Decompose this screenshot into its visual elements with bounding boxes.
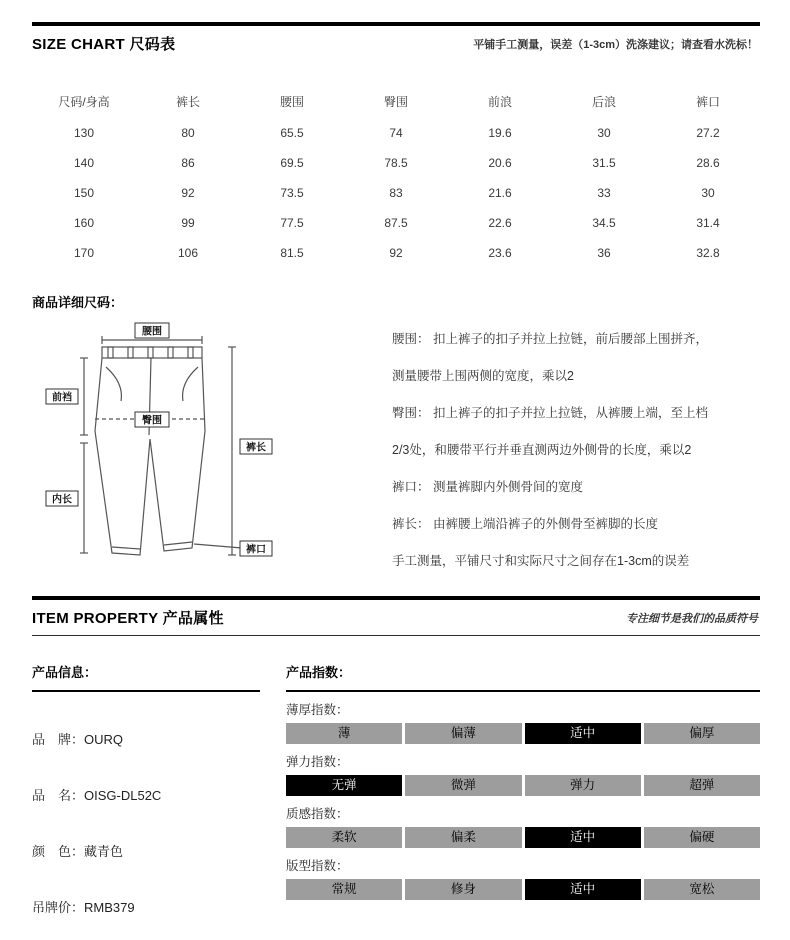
index-group-label: 薄厚指数： [286, 703, 349, 717]
product-info-field [32, 785, 260, 804]
field-label: 颜 色： [32, 844, 85, 859]
index-group-label: 弹力指数： [286, 755, 349, 769]
table-cell: 170 [73, 246, 95, 260]
pants-diagram-wrap [32, 319, 332, 582]
table-cell: 30 [701, 186, 715, 200]
diagram-label-hem: 裤口 [246, 544, 266, 556]
item-property-title [32, 607, 224, 628]
table-cell: 32.8 [696, 246, 720, 260]
item-property-section [32, 596, 760, 916]
size-chart-note: 平铺手工测量，误差（1-3cm）洗涤建议；请查看水洗标！ [473, 38, 758, 51]
table-cell: 160 [73, 216, 95, 230]
index-options-row [286, 775, 760, 796]
product-info-heading: 产品信息： [32, 662, 260, 692]
table-cell: 74 [389, 126, 403, 140]
table-cell: 31.5 [592, 156, 616, 170]
table-cell: 92 [389, 246, 403, 260]
item-property-title-en: ITEM PROPERTY [32, 610, 159, 627]
property-columns [32, 662, 760, 916]
table-cell: 36 [597, 246, 611, 260]
index-options-row [286, 827, 760, 848]
size-column-header: 后浪 [591, 95, 616, 109]
table-cell: 87.5 [384, 216, 408, 230]
product-info-field [32, 841, 260, 860]
field-label: 吊牌价： [32, 900, 85, 915]
size-table-body [32, 118, 760, 268]
table-cell: 81.5 [280, 246, 304, 260]
table-cell: 30 [597, 126, 611, 140]
detail-size-heading: 商品详细尺码： [32, 295, 124, 310]
table-row [32, 208, 760, 238]
measure-note-line: 裤口： 测量裤脚内外侧骨间的宽度 [392, 480, 583, 494]
table-cell: 99 [181, 216, 195, 230]
size-chart-title [32, 33, 175, 54]
size-chart-title-en: SIZE CHART [32, 36, 125, 53]
index-option: 弹力 [525, 775, 641, 796]
table-cell: 73.5 [280, 186, 304, 200]
detail-size-section [32, 319, 760, 582]
table-cell: 65.5 [280, 126, 304, 140]
field-label: 品 牌： [32, 732, 85, 747]
table-cell: 34.5 [592, 216, 616, 230]
table-cell: 69.5 [280, 156, 304, 170]
table-cell: 80 [181, 126, 195, 140]
table-cell: 28.6 [696, 156, 720, 170]
index-group-label: 版型指数： [286, 859, 349, 873]
table-cell: 83 [389, 186, 403, 200]
measure-note-line: 测量腰带上围两侧的宽度，乘以2 [392, 369, 574, 383]
index-option: 偏薄 [405, 723, 521, 744]
index-group [286, 752, 760, 796]
index-group [286, 856, 760, 900]
index-option: 微弹 [405, 775, 521, 796]
index-group [286, 804, 760, 848]
diagram-label-hip: 臀围 [142, 415, 162, 427]
table-cell: 140 [73, 156, 95, 170]
size-chart-title-cn: 尺码表 [129, 36, 176, 53]
index-option: 偏硬 [644, 827, 760, 848]
table-cell: 130 [73, 126, 95, 140]
size-table-head-row [32, 85, 760, 118]
index-option: 修身 [405, 879, 521, 900]
item-property-header [32, 596, 760, 636]
item-property-title-cn: 产品属性 [162, 610, 224, 627]
size-column-header: 腰围 [279, 95, 304, 109]
field-value: OISG-DL52C [84, 788, 162, 803]
index-option-selected: 适中 [525, 723, 641, 744]
table-cell: 77.5 [280, 216, 304, 230]
diagram-label-inseam: 内长 [52, 494, 72, 506]
index-options-row [286, 723, 760, 744]
measure-note-line: 腰围： 扣上裤子的扣子并拉上拉链，前后腰部上围拼齐， [392, 332, 708, 346]
index-group [286, 700, 760, 744]
field-value: OURQ [84, 732, 124, 747]
measure-notes [332, 319, 760, 582]
size-column-header: 裤口 [695, 95, 720, 109]
product-index-groups [286, 700, 760, 900]
table-cell: 19.6 [488, 126, 512, 140]
size-table [32, 85, 760, 268]
table-cell: 33 [597, 186, 611, 200]
index-group-label: 质感指数： [286, 807, 349, 821]
size-column-header: 尺码/身高 [58, 95, 110, 109]
diagram-label-pant-length: 裤长 [246, 442, 266, 454]
product-info-fields [32, 729, 260, 916]
index-options-row [286, 879, 760, 900]
size-table-head [32, 85, 760, 118]
size-chart-header [32, 22, 760, 61]
table-cell: 31.4 [696, 216, 720, 230]
index-option: 宽松 [644, 879, 760, 900]
table-row [32, 238, 760, 268]
product-info-field [32, 729, 260, 748]
diagram-label-front-rise: 前裆 [52, 392, 72, 404]
index-option: 柔软 [286, 827, 402, 848]
index-option-selected: 适中 [525, 879, 641, 900]
table-cell: 20.6 [488, 156, 512, 170]
table-cell: 23.6 [488, 246, 512, 260]
table-row [32, 178, 760, 208]
index-option-selected: 无弹 [286, 775, 402, 796]
product-info-column [32, 662, 260, 916]
size-column-header: 前浪 [487, 95, 512, 109]
product-info-field [32, 897, 260, 916]
table-cell: 22.6 [488, 216, 512, 230]
table-cell: 86 [181, 156, 195, 170]
table-row [32, 118, 760, 148]
field-label: 品 名： [32, 788, 85, 803]
table-cell: 78.5 [384, 156, 408, 170]
table-cell: 92 [181, 186, 195, 200]
measure-note-line: 裤长： 由裤腰上端沿裤子的外侧骨至裤脚的长度 [392, 517, 658, 531]
item-property-note: 专注细节是我们的品质符号 [626, 612, 758, 625]
pants-diagram [32, 321, 322, 577]
table-cell: 150 [73, 186, 95, 200]
size-column-header: 臀围 [383, 95, 408, 109]
index-option: 偏柔 [405, 827, 521, 848]
measure-note-line: 手工测量，平铺尺寸和实际尺寸之间存在1-3cm的误差 [392, 554, 690, 568]
index-option-selected: 适中 [525, 827, 641, 848]
size-column-header: 裤长 [175, 95, 200, 109]
index-option: 超弹 [644, 775, 760, 796]
index-option: 常规 [286, 879, 402, 900]
table-cell: 27.2 [696, 126, 720, 140]
measure-note-line: 2/3处，和腰带平行并垂直测两边外侧骨的长度，乘以2 [392, 443, 692, 457]
product-index-column [286, 662, 760, 916]
table-cell: 106 [177, 246, 199, 260]
table-cell: 21.6 [488, 186, 512, 200]
product-index-heading: 产品指数： [286, 662, 760, 692]
measure-note-line: 臀围： 扣上裤子的扣子并拉上拉链，从裤腰上端，至上档 [392, 406, 708, 420]
index-option: 薄 [286, 723, 402, 744]
index-option: 偏厚 [644, 723, 760, 744]
table-row [32, 148, 760, 178]
field-value: 藏青色 [84, 844, 124, 859]
field-value: RMB379 [84, 900, 135, 915]
diagram-label-waist: 腰围 [142, 326, 162, 338]
